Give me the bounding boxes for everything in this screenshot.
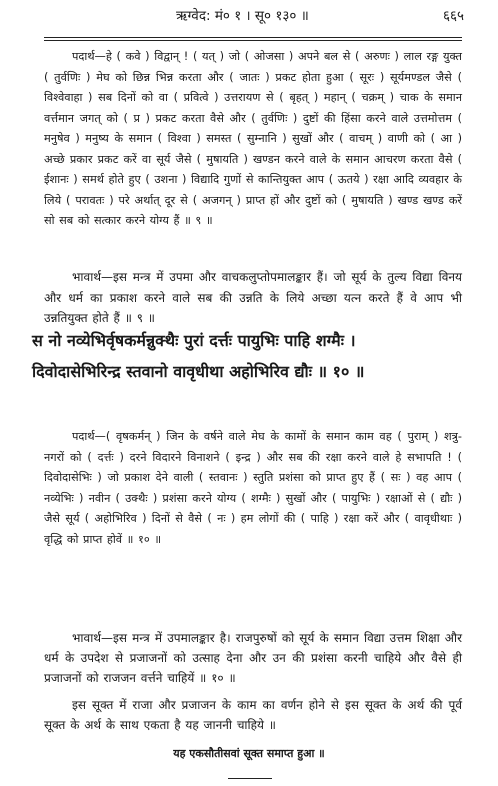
page-header [0, 4, 498, 26]
chapter-reference: ऋग्वेद: मं० १ । सू० १३० ॥ [176, 8, 309, 24]
padartha-mantra-9: पदार्थ—हे ( कवे ) विद्वान् ! ( यत् ) जो ( ओजसा ) अपने बल से ( अरुणः ) लाल रङ्ग युक्त ( तुर्वणिः ) मेघ को छिन्न भिन्न करता और ( जातः ) प्रकट होता हुआ ( सूरः ) सूर्यमण्डल जैसे ( विश्वेवाहा ) सब दिनों को वा ( प्रवित्वे ) उत्तरायण से ( बृहत् ) महान् ( चक्रम् ) चाक के समान वर्त्तमान जगत् को ( प्र ) प्रकट करता वैसे और ( तुर्वणिः ) दुष्टों की हिंसा करने वाले उत्तमोत्तम ( मनुषेव ) मनुष्य के समान ( विश्वा ) समस्त ( सुम्नानि ) सुखों और ( वाचम् ) वाणी को ( आ ) अच्छे प्रकार प्रकट करें वा सूर्य जैसे ( मुषायति ) खण्डन करने वाले के समान आचरण करता वैसे ( ईशानः ) समर्थ होते हुए ( उशना ) विद्यादि गुणों से कान्तियुक्त आप ( ऊतये ) रक्षा आदि व्यवहार के लिये ( परावतः ) परे अर्थात् दूर से ( अजगन् ) प्राप्त हों और दुष्टों को ( मुषायति ) खण्ड खण्ड करें सो सब को सत्कार करने योग्य हैं ॥ ९ ॥ [44, 50, 462, 227]
sukta-summary: इस सूक्त में राजा और प्रजाजन के काम का वर्णन होने से इस सूक्त के अर्थ की पूर्व सूक्त के अर्थ के साथ एकता है यह जाननी चाहिये ॥ [44, 698, 462, 732]
sukta-closing-line: यह एकसौतीसवां सूक्त समाप्त हुआ ॥ [173, 747, 325, 760]
header-rule-top [44, 37, 462, 38]
verse-line-2: दिवोदासेभिरिन्द्र स्तवानो वावृधीथा अहोभिरिव द्यौः ॥ १० ॥ [32, 362, 365, 381]
header-rule-bottom [44, 40, 462, 41]
verse-line-1: स नो नव्येभिर्वृषकर्मन्नुक्थैः पुरां दर्त्तः पायुभिः पाहि शग्मैः । [32, 331, 356, 350]
padartha-mantra-10: पदार्थ—( वृषकर्मन् ) जिन के वर्षने वाले मेघ के कामों के समान काम वह ( पुराम् ) शत्रु-नगरों को ( दर्त्तः ) दरने विदारने विनाशने ( इन्द्र ) और सब की रक्षा करने वाले हे सभापति ! ( दिवोदासेभिः ) जो प्रकाश देने वाली ( स्तवानः ) स्तुति प्रशंसा को प्राप्त हुए हैं ( सः ) वह आप ( नव्येभिः ) नवीन ( उक्थैः ) प्रशंसा करने योग्य ( शग्मैः ) सुखों और ( पायुभिः ) रक्षाओं से ( द्यौः ) जैसे सूर्य ( अहोभिरिव ) दिनों से वैसे ( नः ) हम लोगों की ( पाहि ) रक्षा करें और ( वावृधीथाः ) वृद्धि को प्राप्त होवें ॥ १० ॥ [44, 430, 462, 546]
end-rule [228, 778, 272, 779]
bhavartha-mantra-9: भावार्थ—इस मन्त्र में उपमा और वाचकलुप्तोपमालङ्कार हैं। जो सूर्य के तुल्य विद्या विनय और धर्म का प्रकाश करने वाले सब की उन्नति के लिये अच्छा यत्न करते हैं वे आप भी उन्नतियुक्त होते हैं ॥ ९ ॥ [44, 270, 462, 325]
bhavartha-mantra-10: भावार्थ—इस मन्त्र में उपमालङ्कार है। राजपुरुषों को सूर्य के समान विद्या उत्तम शिक्षा और धर्म के उपदेश से प्रजाजनों को उत्साह देना और उन की प्रशंसा करनी चाहिये और वैसे ही प्रजाजनों को राजजन वर्त्तने चाहियें ॥ १० ॥ [44, 631, 462, 685]
page-number: ६६५ [442, 8, 464, 24]
